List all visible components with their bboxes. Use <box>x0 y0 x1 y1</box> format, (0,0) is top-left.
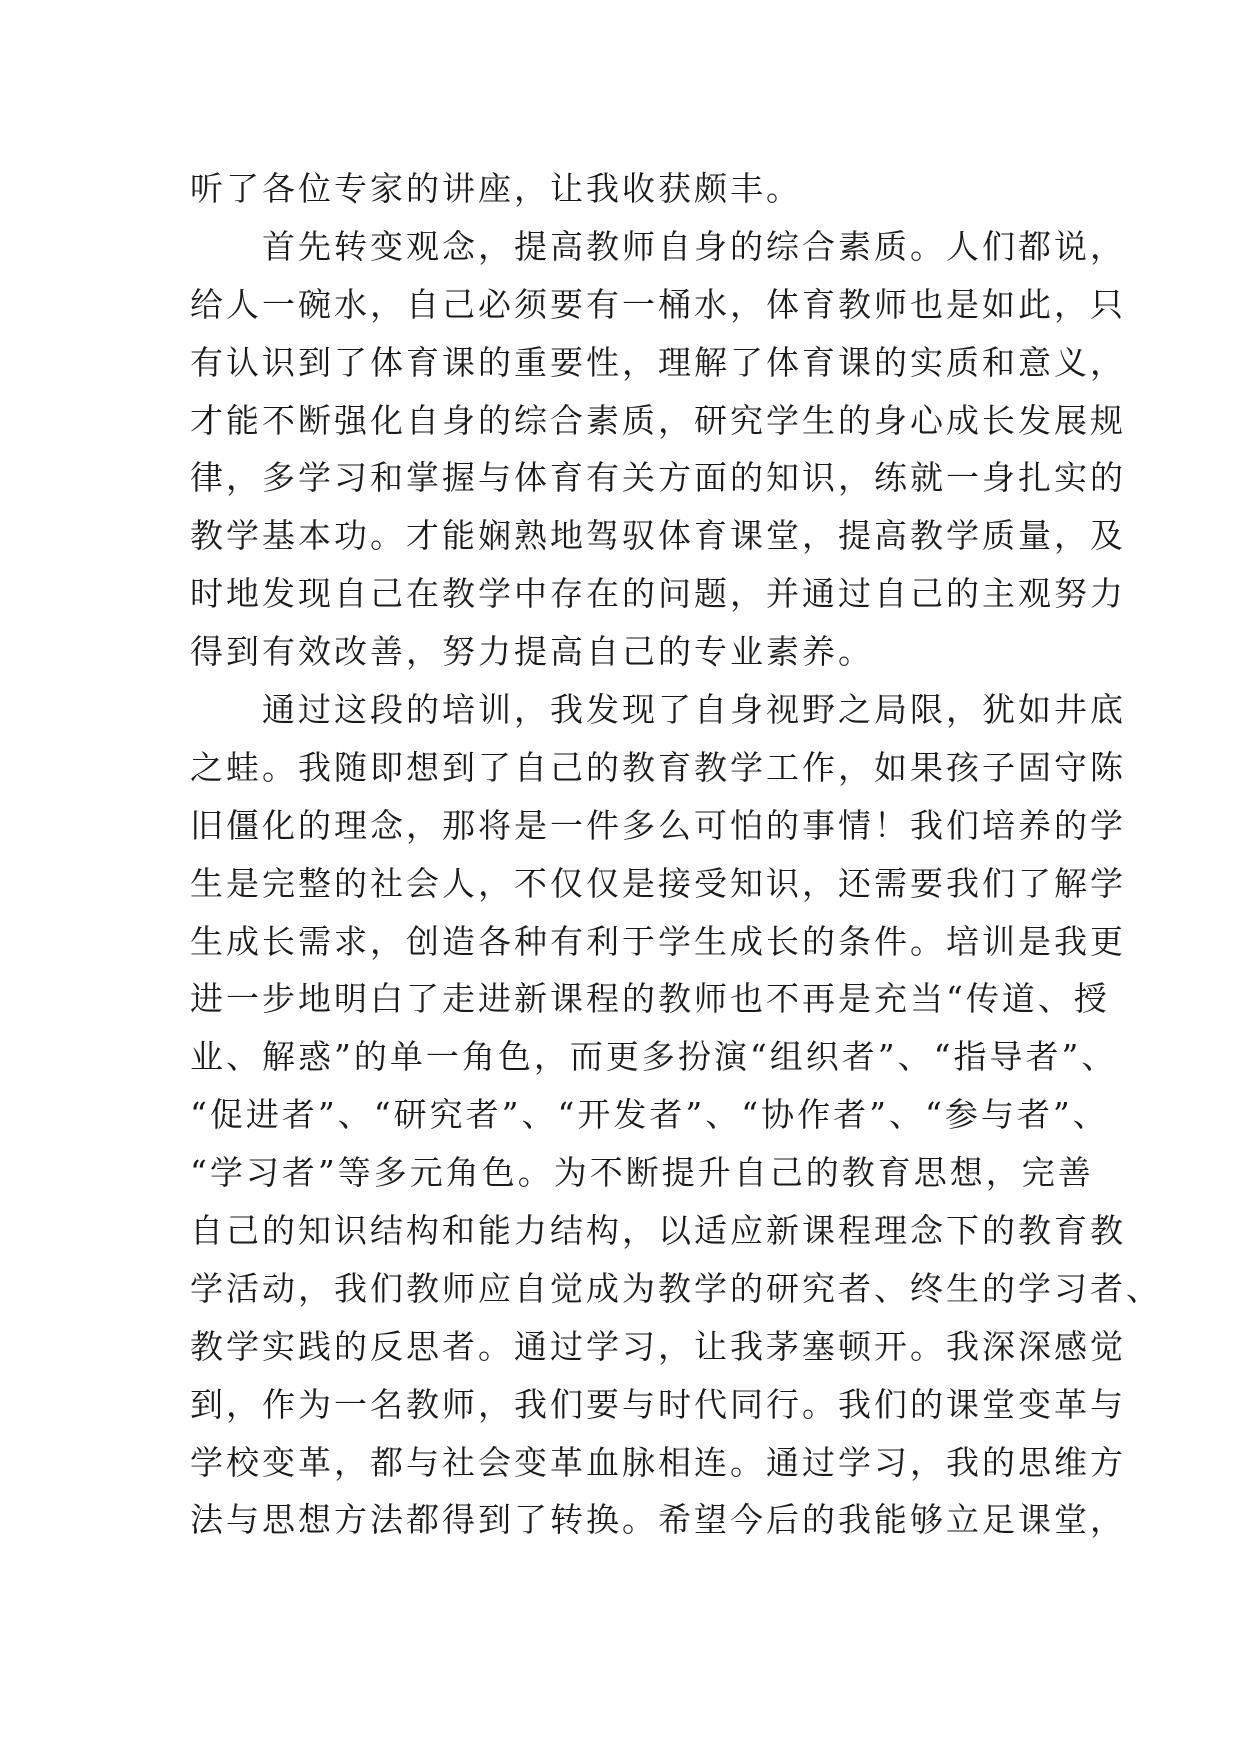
text-line: 之蛙。我随即想到了自己的教育教学工作，如果孩子固守陈 <box>190 747 1126 787</box>
text-line: 生是完整的社会人，不仅仅是接受知识，还需要我们了解学 <box>190 863 1126 903</box>
text-line: 通过这段的培训，我发现了自身视野之局限，犹如井底 <box>190 690 1126 730</box>
text-line: 学校变革，都与社会变革血脉相连。通过学习，我的思维方 <box>190 1442 1126 1482</box>
text-line: 教学实践的反思者。通过学习，让我茅塞顿开。我深深感觉 <box>190 1326 1126 1366</box>
text-line: 首先转变观念，提高教师自身的综合素质。人们都说， <box>190 226 1126 266</box>
text-line: 才能不断强化自身的综合素质，研究学生的身心成长发展规 <box>190 400 1126 440</box>
text-line: 法与思想方法都得到了转换。希望今后的我能够立足课堂， <box>190 1500 1126 1540</box>
text-line: 得到有效改善，努力提高自己的专业素养。 <box>190 632 874 672</box>
text-line: 自己的知识结构和能力结构，以适应新课程理念下的教育教 <box>190 1211 1126 1251</box>
text-line: 时地发现自己在教学中存在的问题，并通过自己的主观努力 <box>190 574 1126 614</box>
text-line: 学活动，我们教师应自觉成为教学的研究者、终生的学习者、 <box>190 1268 1162 1308</box>
text-line: 教学基本功。才能娴熟地驾驭体育课堂，提高教学质量，及 <box>190 516 1126 556</box>
text-line: 给人一碗水，自己必须要有一桶水，体育教师也是如此，只 <box>190 284 1126 324</box>
text-line: 业、解惑”的单一角色，而更多扮演“组织者”、“指导者”、 <box>190 1037 1118 1077</box>
text-line: 到，作为一名教师，我们要与时代同行。我们的课堂变革与 <box>190 1384 1126 1424</box>
text-line: 生成长需求，创造各种有利于学生成长的条件。培训是我更 <box>190 921 1126 961</box>
text-line: 听了各位专家的讲座，让我收获颇丰。 <box>190 169 802 208</box>
text-line: 有认识到了体育课的重要性，理解了体育课的实质和意义， <box>190 342 1126 382</box>
text-line: 旧僵化的理念，那将是一件多么可怕的事情！我们培养的学 <box>190 805 1126 845</box>
body-text <box>190 160 1162 1549</box>
text-line: 律，多学习和掌握与体育有关方面的知识，练就一身扎实的 <box>190 458 1126 498</box>
text-line: “学习者”等多元角色。为不断提升自己的教育思想，完善 <box>190 1153 1094 1193</box>
text-line: “促进者”、“研究者”、“开发者”、“协作者”、“参与者”、 <box>190 1095 1109 1135</box>
text-line: 进一步地明白了走进新课程的教师也不再是充当“传道、授 <box>190 979 1110 1019</box>
